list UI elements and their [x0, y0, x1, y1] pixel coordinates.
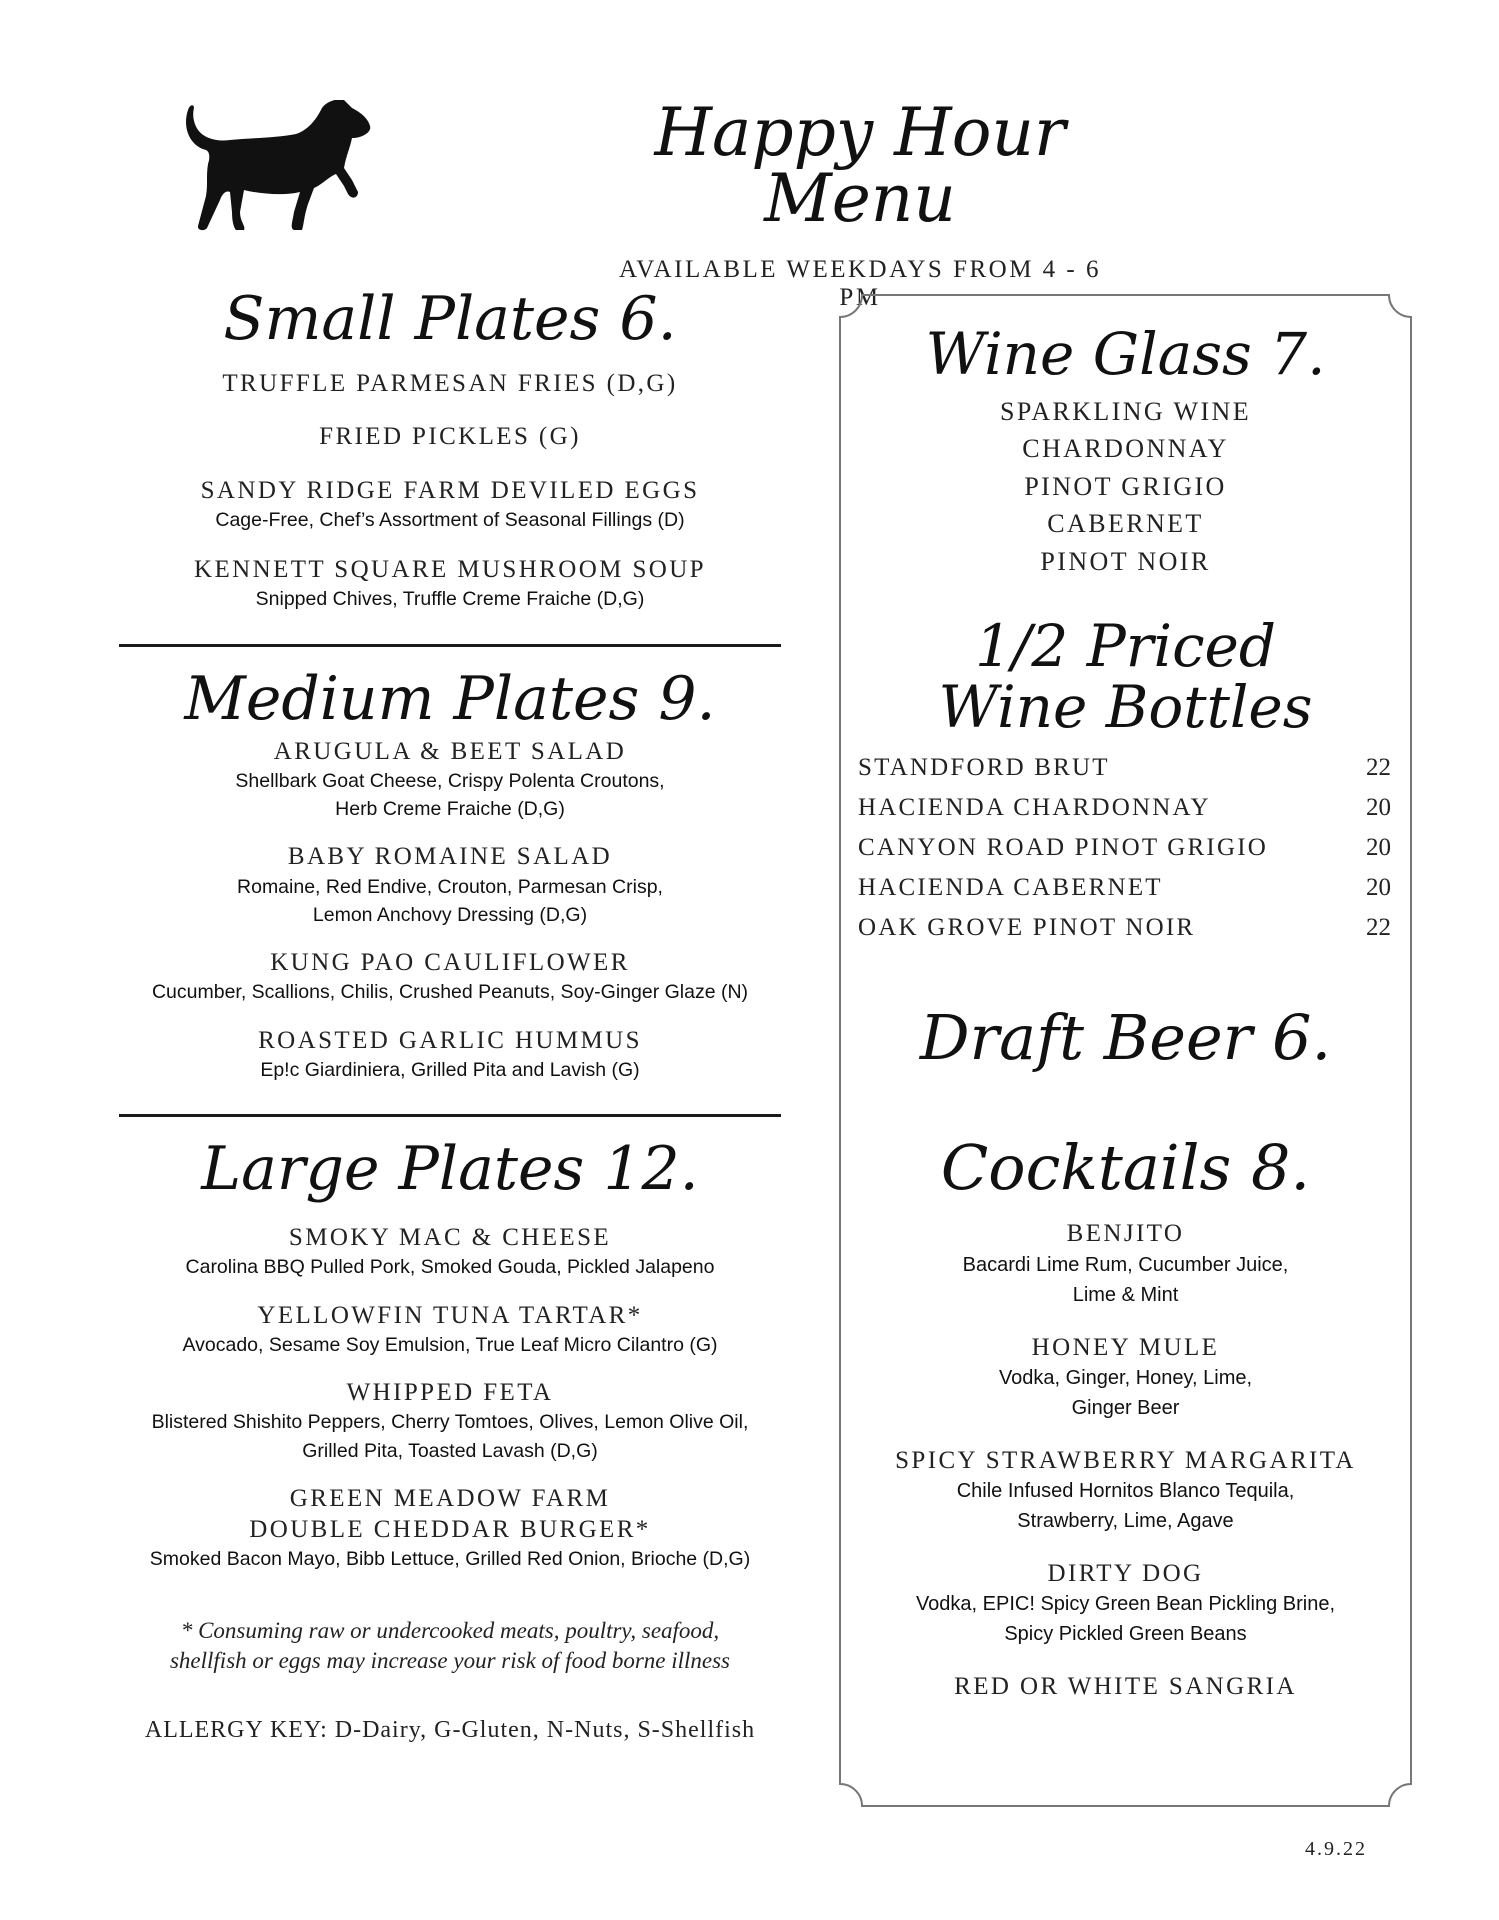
item-description: Lemon Anchovy Dressing (D,G) [312, 903, 588, 926]
draft-beer-title: Draft Beer 6. [919, 1001, 1332, 1075]
item-description: Cucumber, Scallions, Chilis, Crushed Peanuts, Soy-Ginger Glaze (N) [151, 981, 749, 1004]
item-name: FRIED PICKLES (G) [319, 423, 581, 451]
title-line: Wine Bottles [938, 673, 1313, 742]
large-plates-title: Large Plates 12. [201, 1134, 699, 1205]
cocktail-item [858, 1332, 1393, 1423]
list-item: CABERNET [1047, 509, 1204, 539]
menu-item [95, 841, 805, 929]
list-item: PINOT NOIR [1040, 546, 1211, 576]
drinks-content [858, 293, 1393, 1718]
menu-item [95, 736, 805, 824]
menu-date: 4.9.22 [1305, 1838, 1367, 1860]
item-name: ARUGULA & BEET SALAD [273, 737, 627, 765]
item-name: KUNG PAO CAULIFLOWER [270, 949, 630, 977]
list-item: PINOT GRIGIO [1024, 471, 1227, 501]
item-name: RED OR WHITE SANGRIA [954, 1673, 1297, 1701]
bottle-name: HACIENDA CABERNET [858, 874, 1163, 902]
wine-glass-list [858, 393, 1393, 581]
raw-food-warning [95, 1616, 805, 1676]
item-description: Shellbark Goat Cheese, Crispy Polenta Croutons, [235, 769, 665, 792]
bottle-price: 20 [1366, 874, 1391, 902]
item-description: Strawberry, Lime, Agave [1017, 1510, 1234, 1533]
bottle-price: 22 [1366, 914, 1391, 942]
item-name: SMOKY MAC & CHEESE [288, 1224, 612, 1252]
item-description: Vodka, EPIC! Spicy Green Bean Pickling Brine, [915, 1593, 1336, 1616]
cocktail-item [858, 1218, 1393, 1309]
item-name: SPICY STRAWBERRY MARGARITA [895, 1446, 1356, 1474]
cocktail-item [858, 1671, 1393, 1702]
item-description: Spicy Pickled Green Beans [1004, 1623, 1247, 1646]
wine-glass-title: Wine Glass 7. [925, 320, 1326, 388]
item-name: BENJITO [1066, 1220, 1185, 1248]
menu-item [95, 947, 805, 1007]
cocktails-title: Cocktails 8. [940, 1131, 1311, 1205]
dog-silhouette-icon [180, 100, 380, 240]
item-description: Romaine, Red Endive, Crouton, Parmesan Crisp, [237, 875, 663, 898]
item-description: Ginger Beer [1071, 1396, 1180, 1419]
item-name: HONEY MULE [1031, 1333, 1220, 1361]
item-description: Carolina BBQ Pulled Pork, Smoked Gouda, Pickled Jalapeno [185, 1256, 715, 1279]
bottle-price: 20 [1366, 794, 1391, 822]
bottle-price: 20 [1366, 834, 1391, 862]
item-name: KENNETT SQUARE MUSHROOM SOUP [194, 556, 706, 584]
menu-item [95, 1377, 805, 1465]
menu-item [95, 368, 805, 399]
menu-item [95, 1025, 805, 1085]
item-description: Lime & Mint [1072, 1283, 1179, 1306]
section-divider [119, 1114, 781, 1117]
menu-header [600, 94, 1120, 312]
warning-line: * Consuming raw or undercooked meats, poultry, seafood, [180, 1617, 720, 1643]
item-name: WHIPPED FETA [346, 1379, 554, 1407]
list-item [858, 908, 1393, 948]
section-divider [119, 644, 781, 647]
bottle-name: OAK GROVE PINOT NOIR [858, 914, 1196, 942]
cocktail-item [858, 1558, 1393, 1649]
item-description: Blistered Shishito Peppers, Cherry Tomtoes, Olives, Lemon Olive Oil, [151, 1411, 749, 1434]
item-name: YELLOWFIN TUNA TARTAR* [257, 1301, 643, 1329]
item-description: Snipped Chives, Truffle Creme Fraiche (D,G) [255, 588, 645, 611]
item-description: Herb Creme Fraiche (D,G) [335, 798, 565, 821]
item-name: BABY ROMAINE SALAD [287, 843, 613, 871]
food-column [95, 285, 805, 1744]
menu-item [95, 421, 805, 452]
menu-item [95, 1483, 805, 1574]
item-name: GREEN MEADOW FARM [289, 1484, 611, 1512]
drinks-panel [838, 293, 1413, 1808]
title-line: 1/2 Priced [974, 612, 1277, 681]
menu-item [95, 1222, 805, 1282]
menu-item [95, 1300, 805, 1360]
list-item [858, 828, 1393, 868]
wine-bottles-title [858, 612, 1393, 742]
item-name: DOUBLE CHEDDAR BURGER* [249, 1516, 651, 1544]
list-item [858, 748, 1393, 788]
bottle-name: STANDFORD BRUT [858, 754, 1110, 782]
medium-plates-title: Medium Plates 9. [184, 663, 716, 734]
item-description: Smoked Bacon Mayo, Bibb Lettuce, Grilled Red Onion, Brioche (D,G) [149, 1548, 751, 1571]
list-item [858, 788, 1393, 828]
item-description: Bacardi Lime Rum, Cucumber Juice, [962, 1253, 1289, 1276]
item-name: SANDY RIDGE FARM DEVILED EGGS [200, 476, 700, 504]
list-item: CHARDONNAY [1022, 434, 1229, 464]
item-description: Chile Infused Hornitos Blanco Tequila, [956, 1480, 1295, 1503]
cocktail-item [858, 1445, 1393, 1536]
menu-title: Happy Hour Menu [654, 94, 1066, 237]
item-name: TRUFFLE PARMESAN FRIES (D,G) [222, 370, 678, 397]
menu-item [95, 475, 805, 535]
item-description: Ep!c Giardiniera, Grilled Pita and Lavish (G) [260, 1058, 640, 1081]
list-item: SPARKLING WINE [999, 396, 1251, 426]
item-name: ROASTED GARLIC HUMMUS [258, 1026, 642, 1054]
item-description: Grilled Pita, Toasted Lavash (D,G) [302, 1439, 598, 1462]
bottle-price: 22 [1366, 754, 1391, 782]
item-description: Cage-Free, Chef’s Assortment of Seasonal Fillings (D) [215, 508, 685, 531]
allergy-key: ALLERGY KEY: D-Dairy, G-Gluten, N-Nuts, S-Shellfish [144, 1717, 756, 1744]
availability-note: AVAILABLE WEEKDAYS FROM 4 - 6 PM [618, 256, 1102, 311]
list-item [858, 868, 1393, 908]
warning-line: shellfish or eggs may increase your risk of food borne illness [169, 1647, 731, 1673]
wine-bottle-list [858, 748, 1393, 948]
item-description: Avocado, Sesame Soy Emulsion, True Leaf Micro Cilantro (G) [182, 1333, 718, 1356]
item-description: Vodka, Ginger, Honey, Lime, [998, 1366, 1253, 1389]
small-plates-title: Small Plates 6. [223, 284, 677, 354]
item-name: DIRTY DOG [1047, 1560, 1204, 1588]
bottle-name: HACIENDA CHARDONNAY [858, 794, 1211, 822]
bottle-name: CANYON ROAD PINOT GRIGIO [858, 834, 1268, 862]
menu-item [95, 554, 805, 614]
